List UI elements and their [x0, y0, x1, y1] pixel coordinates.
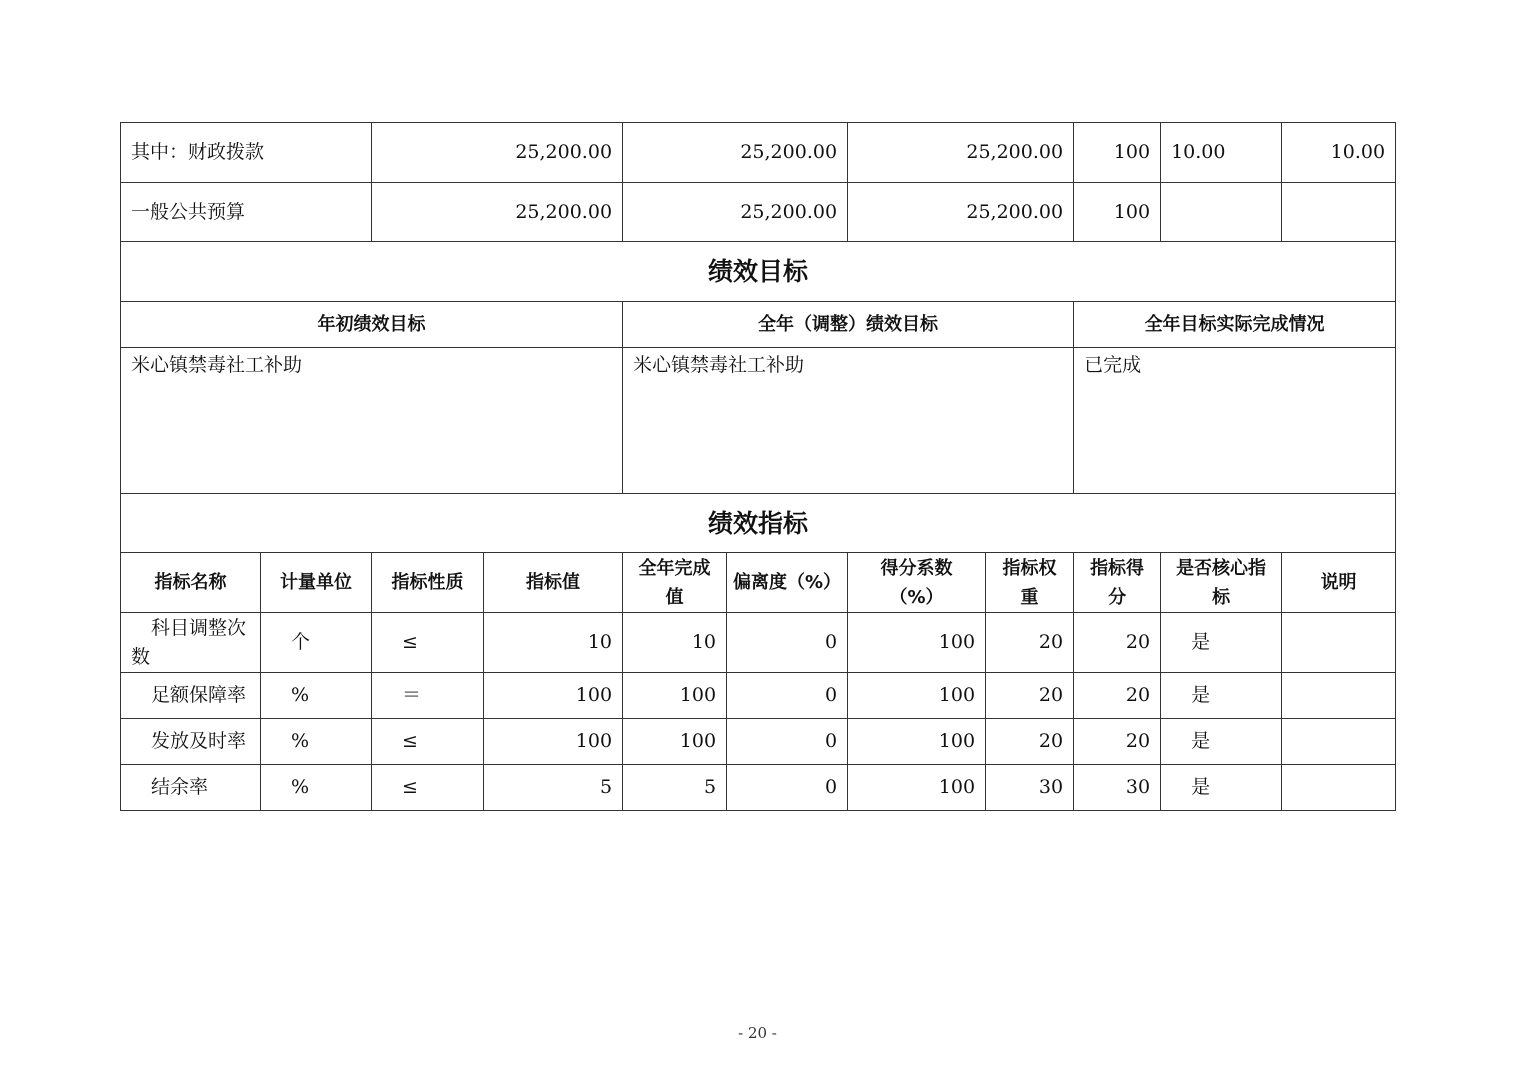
- indicator-deviation: 0: [727, 765, 848, 811]
- funding-label: 一般公共预算: [121, 183, 372, 242]
- goals-header-actual: 全年目标实际完成情况: [1074, 302, 1396, 348]
- indicator-core: 是: [1161, 613, 1282, 673]
- funding-cell: 25,200.00: [848, 183, 1074, 242]
- funding-cell: 100: [1074, 183, 1161, 242]
- indicator-coefficient: 100: [848, 719, 986, 765]
- indicator-deviation: 0: [727, 613, 848, 673]
- goals-header-initial: 年初绩效目标: [121, 302, 623, 348]
- indicator-nature: ≤: [372, 719, 484, 765]
- header-score: 指标得分: [1074, 553, 1161, 613]
- indicator-target: 10: [484, 613, 623, 673]
- indicator-name: 足额保障率: [121, 673, 261, 719]
- goals-value-row: [121, 348, 1396, 494]
- header-actual: 全年完成值: [623, 553, 727, 613]
- funding-label: 其中：财政拨款: [121, 123, 372, 183]
- indicator-name: 科目调整次数: [121, 613, 261, 673]
- goals-section-title: 绩效目标: [121, 242, 1396, 302]
- indicator-unit: 个: [261, 613, 372, 673]
- header-unit: 计量单位: [261, 553, 372, 613]
- indicator-note: [1282, 673, 1396, 719]
- indicator-unit: %: [261, 673, 372, 719]
- indicator-deviation: 0: [727, 673, 848, 719]
- indicator-row: [121, 613, 1396, 673]
- funding-cell: 10.00: [1282, 123, 1396, 183]
- indicator-target: 100: [484, 719, 623, 765]
- header-nature: 指标性质: [372, 553, 484, 613]
- indicator-actual: 100: [623, 673, 727, 719]
- indicator-target: 100: [484, 673, 623, 719]
- goals-value-actual: 已完成: [1074, 348, 1396, 494]
- header-coefficient: 得分系数（%）: [848, 553, 986, 613]
- indicator-row: [121, 673, 1396, 719]
- indicators-section-row: [121, 494, 1396, 553]
- indicator-core: 是: [1161, 673, 1282, 719]
- goals-value-adjusted: 米心镇禁毒社工补助: [623, 348, 1074, 494]
- indicator-note: [1282, 719, 1396, 765]
- indicator-row: [121, 719, 1396, 765]
- indicator-target: 5: [484, 765, 623, 811]
- header-note: 说明: [1282, 553, 1396, 613]
- funding-cell: 100: [1074, 123, 1161, 183]
- funding-cell: 25,200.00: [623, 123, 848, 183]
- goals-value-initial: 米心镇禁毒社工补助: [121, 348, 623, 494]
- indicator-core: 是: [1161, 719, 1282, 765]
- funding-cell: 25,200.00: [848, 123, 1074, 183]
- performance-table: [120, 122, 1396, 811]
- header-core: 是否核心指标: [1161, 553, 1282, 613]
- funding-cell: [1282, 183, 1396, 242]
- indicator-note: [1282, 613, 1396, 673]
- indicator-weight: 20: [986, 613, 1074, 673]
- indicator-score: 30: [1074, 765, 1161, 811]
- indicator-coefficient: 100: [848, 765, 986, 811]
- indicator-score: 20: [1074, 719, 1161, 765]
- indicator-name: 结余率: [121, 765, 261, 811]
- funding-cell: 25,200.00: [623, 183, 848, 242]
- indicator-core: 是: [1161, 765, 1282, 811]
- indicator-name: 发放及时率: [121, 719, 261, 765]
- indicator-coefficient: 100: [848, 673, 986, 719]
- funding-row: [121, 183, 1396, 242]
- indicator-note: [1282, 765, 1396, 811]
- indicator-weight: 20: [986, 673, 1074, 719]
- indicator-weight: 20: [986, 719, 1074, 765]
- indicator-actual: 10: [623, 613, 727, 673]
- page-number: - 20 -: [738, 1024, 777, 1042]
- funding-row: [121, 123, 1396, 183]
- indicator-actual: 100: [623, 719, 727, 765]
- indicator-nature: ≤: [372, 765, 484, 811]
- funding-cell: 10.00: [1161, 123, 1282, 183]
- indicator-coefficient: 100: [848, 613, 986, 673]
- funding-cell: [1161, 183, 1282, 242]
- indicator-unit: %: [261, 765, 372, 811]
- performance-document: [120, 122, 1395, 811]
- indicators-header-row: [121, 553, 1396, 613]
- funding-cell: 25,200.00: [372, 123, 623, 183]
- indicators-section-title: 绩效指标: [121, 494, 1396, 553]
- indicator-score: 20: [1074, 613, 1161, 673]
- indicator-nature: ＝: [372, 673, 484, 719]
- header-indicator-name: 指标名称: [121, 553, 261, 613]
- indicator-weight: 30: [986, 765, 1074, 811]
- indicator-row: [121, 765, 1396, 811]
- goals-header-adjusted: 全年（调整）绩效目标: [623, 302, 1074, 348]
- indicator-score: 20: [1074, 673, 1161, 719]
- indicator-unit: %: [261, 719, 372, 765]
- header-deviation: 偏离度（%）: [727, 553, 848, 613]
- header-weight: 指标权重: [986, 553, 1074, 613]
- goals-header-row: [121, 302, 1396, 348]
- goals-section-row: [121, 242, 1396, 302]
- indicator-deviation: 0: [727, 719, 848, 765]
- funding-cell: 25,200.00: [372, 183, 623, 242]
- indicator-actual: 5: [623, 765, 727, 811]
- header-target: 指标值: [484, 553, 623, 613]
- indicator-nature: ≤: [372, 613, 484, 673]
